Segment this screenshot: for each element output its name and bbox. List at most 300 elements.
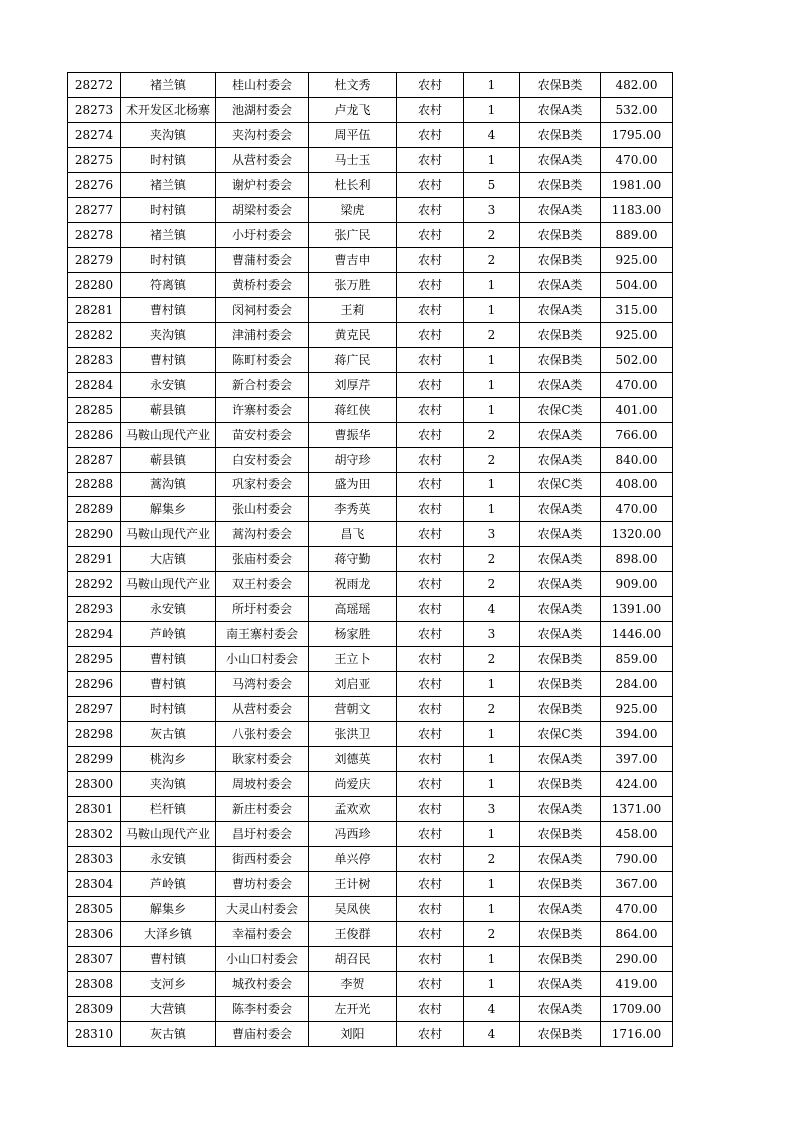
table-row [68,822,673,847]
town-cell: 褚兰镇 [121,172,216,197]
table-row [68,497,673,522]
household-type-cell: 农村 [397,672,464,697]
person-name-cell: 昌飞 [309,522,397,547]
record-id-cell: 28279 [68,247,121,272]
village-committee-cell: 闵祠村委会 [216,297,309,322]
household-type-cell: 农村 [397,697,464,722]
table-row [68,597,673,622]
household-type-cell: 农村 [397,597,464,622]
person-name-cell: 刘启亚 [309,672,397,697]
insurance-class-cell: 农保B类 [520,647,601,672]
insurance-class-cell: 农保B类 [520,347,601,372]
village-committee-cell: 津浦村委会 [216,322,309,347]
town-cell: 夹沟镇 [121,122,216,147]
member-count-cell: 1 [464,722,520,747]
village-committee-cell: 许寨村委会 [216,397,309,422]
table-row [68,622,673,647]
table-row [68,722,673,747]
village-committee-cell: 所圩村委会 [216,597,309,622]
table-row [68,297,673,322]
village-committee-cell: 双王村委会 [216,572,309,597]
village-committee-cell: 苗安村委会 [216,422,309,447]
town-cell: 芦岭镇 [121,622,216,647]
amount-cell: 909.00 [601,572,673,597]
amount-cell: 859.00 [601,647,673,672]
amount-cell: 864.00 [601,921,673,946]
household-type-cell: 农村 [397,222,464,247]
amount-cell: 504.00 [601,272,673,297]
town-cell: 曹村镇 [121,647,216,672]
table-row [68,73,673,98]
member-count-cell: 4 [464,122,520,147]
town-cell: 大泽乡镇 [121,921,216,946]
town-cell: 曹村镇 [121,672,216,697]
insurance-class-cell: 农保C类 [520,722,601,747]
insurance-class-cell: 农保A类 [520,147,601,172]
person-name-cell: 营朝文 [309,697,397,722]
village-committee-cell: 蒿沟村委会 [216,522,309,547]
table-row [68,647,673,672]
town-cell: 曹村镇 [121,297,216,322]
member-count-cell: 2 [464,697,520,722]
table-row [68,672,673,697]
member-count-cell: 1 [464,73,520,98]
household-type-cell: 农村 [397,197,464,222]
insurance-class-cell: 农保B类 [520,322,601,347]
amount-cell: 1183.00 [601,197,673,222]
town-cell: 解集乡 [121,497,216,522]
person-name-cell: 蒋守勤 [309,547,397,572]
table-row [68,872,673,897]
town-cell: 栏杆镇 [121,797,216,822]
household-type-cell: 农村 [397,447,464,472]
member-count-cell: 1 [464,472,520,497]
amount-cell: 766.00 [601,422,673,447]
table-row [68,896,673,921]
member-count-cell: 1 [464,822,520,847]
insurance-class-cell: 农保A类 [520,622,601,647]
table-row [68,1021,673,1046]
amount-cell: 502.00 [601,347,673,372]
amount-cell: 1981.00 [601,172,673,197]
insurance-class-cell: 农保B类 [520,1021,601,1046]
record-id-cell: 28301 [68,797,121,822]
village-committee-cell: 小山口村委会 [216,946,309,971]
table-row [68,971,673,996]
household-type-cell: 农村 [397,896,464,921]
record-id-cell: 28295 [68,647,121,672]
record-id-cell: 28282 [68,322,121,347]
person-name-cell: 高瑶瑶 [309,597,397,622]
table-row [68,347,673,372]
member-count-cell: 1 [464,946,520,971]
town-cell: 支河乡 [121,971,216,996]
household-type-cell: 农村 [397,1021,464,1046]
town-cell: 蕲县镇 [121,397,216,422]
table-row [68,921,673,946]
household-type-cell: 农村 [397,547,464,572]
village-committee-cell: 张庙村委会 [216,547,309,572]
amount-cell: 889.00 [601,222,673,247]
table-row [68,522,673,547]
member-count-cell: 2 [464,322,520,347]
person-name-cell: 曹吉申 [309,247,397,272]
village-committee-cell: 昌圩村委会 [216,822,309,847]
household-type-cell: 农村 [397,73,464,98]
town-cell: 符离镇 [121,272,216,297]
village-committee-cell: 桂山村委会 [216,73,309,98]
town-cell: 永安镇 [121,372,216,397]
insurance-class-cell: 农保A类 [520,497,601,522]
amount-cell: 458.00 [601,822,673,847]
record-id-cell: 28288 [68,472,121,497]
insurance-class-cell: 农保B类 [520,672,601,697]
member-count-cell: 1 [464,397,520,422]
record-id-cell: 28291 [68,547,121,572]
record-id-cell: 28306 [68,921,121,946]
member-count-cell: 1 [464,896,520,921]
member-count-cell: 2 [464,921,520,946]
insurance-class-cell: 农保A类 [520,422,601,447]
insurance-class-cell: 农保A类 [520,971,601,996]
record-id-cell: 28300 [68,772,121,797]
village-committee-cell: 城孜村委会 [216,971,309,996]
amount-cell: 367.00 [601,872,673,897]
person-name-cell: 王计树 [309,872,397,897]
village-committee-cell: 小山口村委会 [216,647,309,672]
insurance-class-cell: 农保C类 [520,472,601,497]
table-row [68,222,673,247]
table-row [68,272,673,297]
member-count-cell: 2 [464,847,520,872]
person-name-cell: 黄克民 [309,322,397,347]
household-type-cell: 农村 [397,872,464,897]
amount-cell: 315.00 [601,297,673,322]
person-name-cell: 单兴停 [309,847,397,872]
insurance-class-cell: 农保A类 [520,996,601,1021]
amount-cell: 925.00 [601,322,673,347]
record-id-cell: 28277 [68,197,121,222]
record-id-cell: 28297 [68,697,121,722]
amount-cell: 898.00 [601,547,673,572]
person-name-cell: 蒋广民 [309,347,397,372]
insurance-class-cell: 农保B类 [520,921,601,946]
town-cell: 时村镇 [121,197,216,222]
village-committee-cell: 周坡村委会 [216,772,309,797]
amount-cell: 1446.00 [601,622,673,647]
table-row [68,747,673,772]
household-type-cell: 农村 [397,272,464,297]
record-id-cell: 28276 [68,172,121,197]
town-cell: 时村镇 [121,147,216,172]
record-id-cell: 28284 [68,372,121,397]
record-id-cell: 28304 [68,872,121,897]
member-count-cell: 3 [464,197,520,222]
table-row [68,322,673,347]
amount-cell: 1709.00 [601,996,673,1021]
insurance-class-cell: 农保A类 [520,747,601,772]
member-count-cell: 1 [464,747,520,772]
household-type-cell: 农村 [397,622,464,647]
village-committee-cell: 张山村委会 [216,497,309,522]
village-committee-cell: 小圩村委会 [216,222,309,247]
village-committee-cell: 从营村委会 [216,697,309,722]
insurance-class-cell: 农保B类 [520,772,601,797]
amount-cell: 840.00 [601,447,673,472]
person-name-cell: 盛为田 [309,472,397,497]
record-id-cell: 28275 [68,147,121,172]
table-row [68,797,673,822]
village-committee-cell: 谢炉村委会 [216,172,309,197]
person-name-cell: 周平伍 [309,122,397,147]
person-name-cell: 左开光 [309,996,397,1021]
household-type-cell: 农村 [397,322,464,347]
village-committee-cell: 陈李村委会 [216,996,309,1021]
person-name-cell: 胡召民 [309,946,397,971]
household-type-cell: 农村 [397,797,464,822]
village-committee-cell: 南王寨村委会 [216,622,309,647]
person-name-cell: 孟欢欢 [309,797,397,822]
amount-cell: 790.00 [601,847,673,872]
insurance-class-cell: 农保A类 [520,572,601,597]
table-row [68,772,673,797]
town-cell: 马鞍山现代产业 [121,822,216,847]
person-name-cell: 刘厚芹 [309,372,397,397]
insurance-class-cell: 农保A类 [520,597,601,622]
amount-cell: 1320.00 [601,522,673,547]
village-committee-cell: 胡梁村委会 [216,197,309,222]
record-id-cell: 28309 [68,996,121,1021]
insurance-class-cell: 农保B类 [520,122,601,147]
table-row [68,147,673,172]
record-id-cell: 28296 [68,672,121,697]
person-name-cell: 王立卜 [309,647,397,672]
insurance-class-cell: 农保A类 [520,797,601,822]
insurance-class-cell: 农保A类 [520,272,601,297]
village-committee-cell: 街西村委会 [216,847,309,872]
insurance-class-cell: 农保B类 [520,73,601,98]
table-row [68,397,673,422]
person-name-cell: 吴凤侠 [309,896,397,921]
person-name-cell: 梁虎 [309,197,397,222]
person-name-cell: 张万胜 [309,272,397,297]
household-type-cell: 农村 [397,97,464,122]
town-cell: 夹沟镇 [121,772,216,797]
record-id-cell: 28298 [68,722,121,747]
member-count-cell: 1 [464,971,520,996]
record-id-cell: 28272 [68,73,121,98]
person-name-cell: 李秀英 [309,497,397,522]
town-cell: 褚兰镇 [121,222,216,247]
record-id-cell: 28280 [68,272,121,297]
member-count-cell: 4 [464,597,520,622]
household-type-cell: 农村 [397,247,464,272]
amount-cell: 401.00 [601,397,673,422]
insurance-class-cell: 农保A类 [520,847,601,872]
town-cell: 芦岭镇 [121,872,216,897]
insurance-class-cell: 农保B类 [520,946,601,971]
town-cell: 永安镇 [121,847,216,872]
member-count-cell: 1 [464,147,520,172]
household-type-cell: 农村 [397,522,464,547]
insurance-class-cell: 农保B类 [520,697,601,722]
person-name-cell: 张广民 [309,222,397,247]
records-body [68,73,673,1047]
member-count-cell: 1 [464,347,520,372]
person-name-cell: 卢龙飞 [309,97,397,122]
person-name-cell: 张洪卫 [309,722,397,747]
household-type-cell: 农村 [397,472,464,497]
member-count-cell: 3 [464,622,520,647]
record-id-cell: 28286 [68,422,121,447]
town-cell: 灰古镇 [121,722,216,747]
member-count-cell: 2 [464,547,520,572]
amount-cell: 284.00 [601,672,673,697]
town-cell: 马鞍山现代产业 [121,572,216,597]
town-cell: 灰古镇 [121,1021,216,1046]
table-row [68,372,673,397]
insurance-class-cell: 农保B类 [520,822,601,847]
town-cell: 解集乡 [121,896,216,921]
amount-cell: 925.00 [601,247,673,272]
household-type-cell: 农村 [397,347,464,372]
village-committee-cell: 曹坊村委会 [216,872,309,897]
member-count-cell: 1 [464,297,520,322]
record-id-cell: 28290 [68,522,121,547]
town-cell: 蒿沟镇 [121,472,216,497]
insurance-class-cell: 农保A类 [520,197,601,222]
town-cell: 曹村镇 [121,946,216,971]
insurance-class-cell: 农保A类 [520,896,601,921]
amount-cell: 470.00 [601,896,673,921]
village-committee-cell: 巩家村委会 [216,472,309,497]
town-cell: 马鞍山现代产业 [121,422,216,447]
village-committee-cell: 八张村委会 [216,722,309,747]
amount-cell: 1391.00 [601,597,673,622]
insurance-class-cell: 农保B类 [520,172,601,197]
table-row [68,572,673,597]
insurance-class-cell: 农保B类 [520,222,601,247]
household-type-cell: 农村 [397,822,464,847]
village-committee-cell: 池湖村委会 [216,97,309,122]
person-name-cell: 杜文秀 [309,73,397,98]
member-count-cell: 1 [464,772,520,797]
table-row [68,172,673,197]
household-type-cell: 农村 [397,422,464,447]
record-id-cell: 28273 [68,97,121,122]
household-type-cell: 农村 [397,372,464,397]
member-count-cell: 2 [464,422,520,447]
amount-cell: 1795.00 [601,122,673,147]
record-id-cell: 28274 [68,122,121,147]
household-type-cell: 农村 [397,971,464,996]
person-name-cell: 胡守珍 [309,447,397,472]
member-count-cell: 1 [464,672,520,697]
record-id-cell: 28299 [68,747,121,772]
table-row [68,97,673,122]
amount-cell: 290.00 [601,946,673,971]
amount-cell: 397.00 [601,747,673,772]
table-row [68,447,673,472]
member-count-cell: 2 [464,647,520,672]
town-cell: 大店镇 [121,547,216,572]
village-committee-cell: 耿家村委会 [216,747,309,772]
amount-cell: 532.00 [601,97,673,122]
record-id-cell: 28292 [68,572,121,597]
village-committee-cell: 幸福村委会 [216,921,309,946]
record-id-cell: 28285 [68,397,121,422]
household-type-cell: 农村 [397,772,464,797]
household-type-cell: 农村 [397,297,464,322]
household-type-cell: 农村 [397,722,464,747]
table-row [68,197,673,222]
table-row [68,122,673,147]
record-id-cell: 28281 [68,297,121,322]
member-count-cell: 1 [464,97,520,122]
table-row [68,547,673,572]
member-count-cell: 1 [464,872,520,897]
member-count-cell: 5 [464,172,520,197]
person-name-cell: 王莉 [309,297,397,322]
insurance-class-cell: 农保A类 [520,372,601,397]
record-id-cell: 28310 [68,1021,121,1046]
member-count-cell: 3 [464,797,520,822]
record-id-cell: 28278 [68,222,121,247]
town-cell: 桃沟乡 [121,747,216,772]
member-count-cell: 1 [464,372,520,397]
village-committee-cell: 曹蒲村委会 [216,247,309,272]
member-count-cell: 1 [464,272,520,297]
household-type-cell: 农村 [397,147,464,172]
table-row [68,946,673,971]
town-cell: 永安镇 [121,597,216,622]
table-row [68,697,673,722]
town-cell: 时村镇 [121,697,216,722]
member-count-cell: 1 [464,497,520,522]
member-count-cell: 2 [464,247,520,272]
person-name-cell: 刘阳 [309,1021,397,1046]
record-id-cell: 28293 [68,597,121,622]
village-committee-cell: 新合村委会 [216,372,309,397]
village-committee-cell: 从营村委会 [216,147,309,172]
record-id-cell: 28287 [68,447,121,472]
record-id-cell: 28289 [68,497,121,522]
household-type-cell: 农村 [397,921,464,946]
records-table [67,72,673,1047]
town-cell: 蕲县镇 [121,447,216,472]
record-id-cell: 28302 [68,822,121,847]
household-type-cell: 农村 [397,946,464,971]
amount-cell: 925.00 [601,697,673,722]
record-id-cell: 28305 [68,896,121,921]
insurance-class-cell: 农保A类 [520,547,601,572]
household-type-cell: 农村 [397,647,464,672]
insurance-class-cell: 农保B类 [520,872,601,897]
record-id-cell: 28307 [68,946,121,971]
amount-cell: 470.00 [601,147,673,172]
amount-cell: 394.00 [601,722,673,747]
person-name-cell: 刘德英 [309,747,397,772]
table-row [68,422,673,447]
table-row [68,247,673,272]
insurance-class-cell: 农保A类 [520,522,601,547]
person-name-cell: 冯西珍 [309,822,397,847]
table-row [68,996,673,1021]
record-id-cell: 28303 [68,847,121,872]
amount-cell: 419.00 [601,971,673,996]
person-name-cell: 王俊群 [309,921,397,946]
town-cell: 术开发区北杨寨 [121,97,216,122]
